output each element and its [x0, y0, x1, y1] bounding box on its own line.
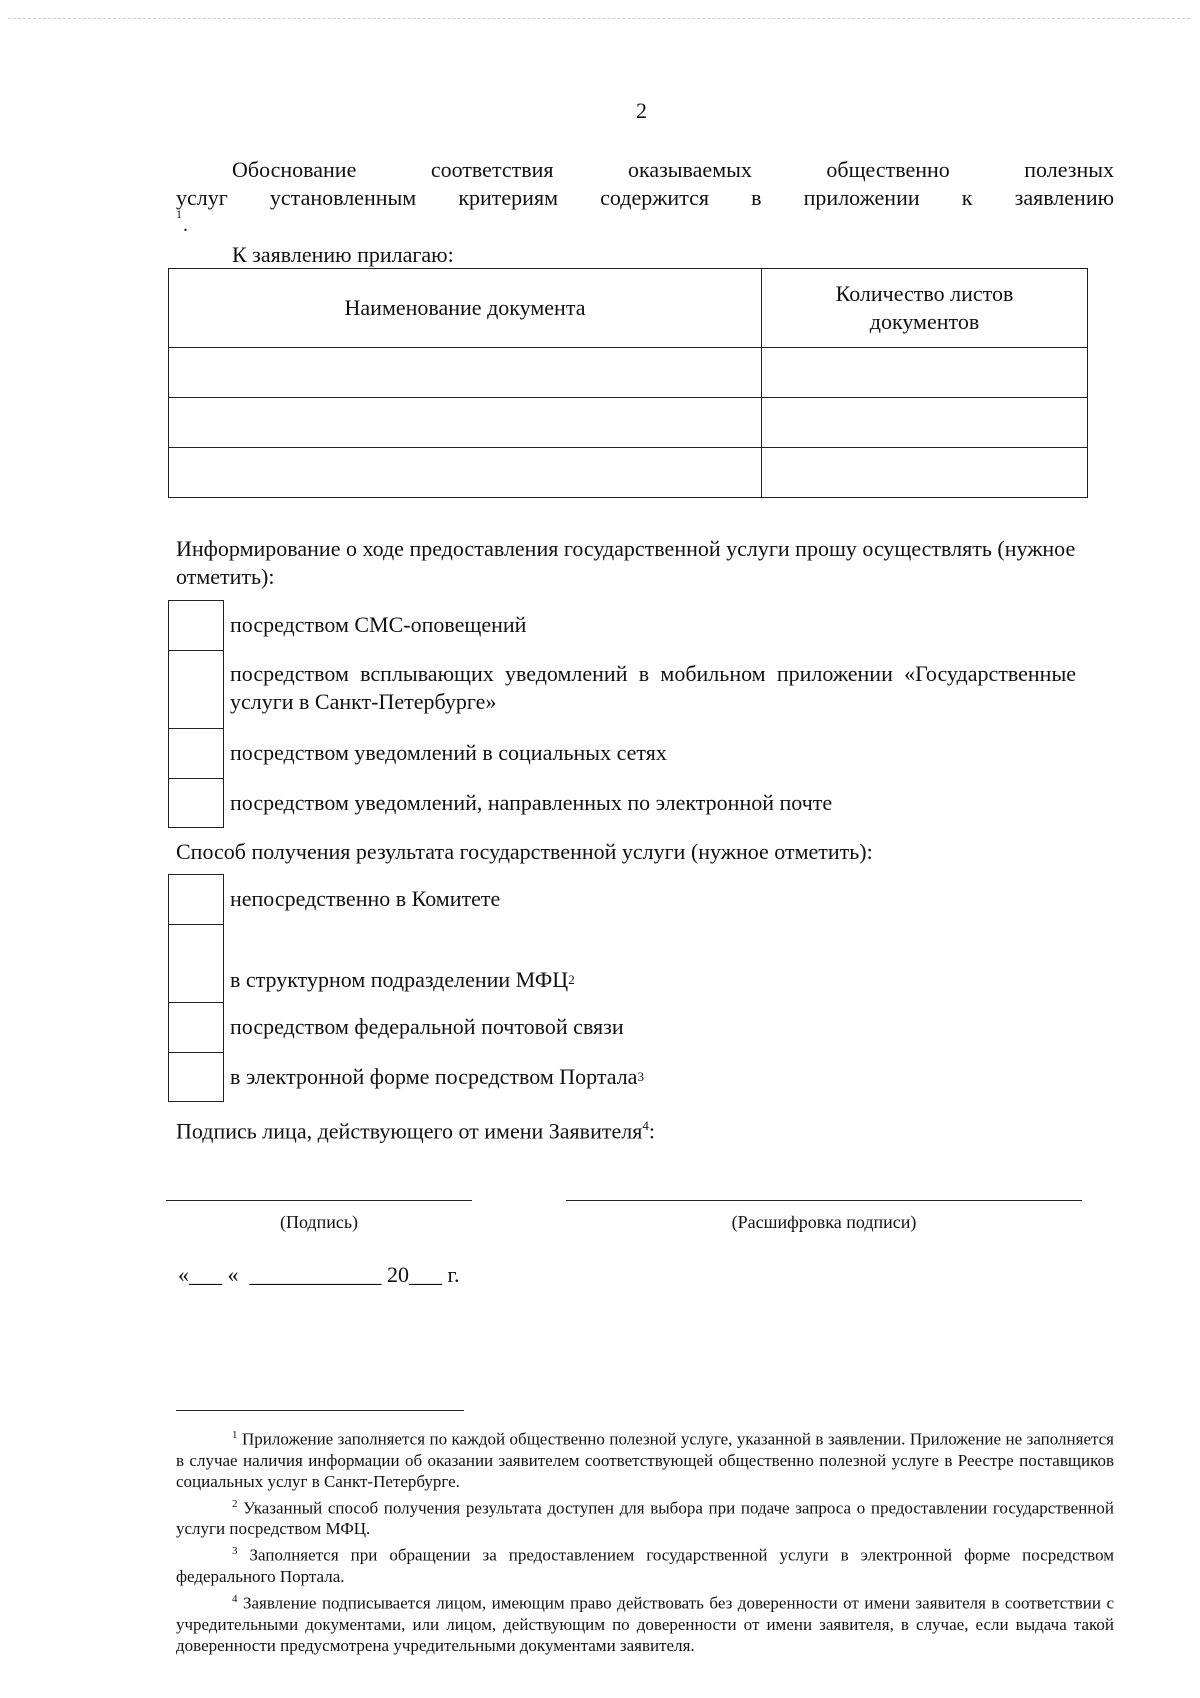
signature-caption: (Подпись) — [279, 1212, 359, 1232]
justification-word: к — [961, 185, 973, 210]
receipt-option-post — [168, 1002, 644, 1052]
informing-option-email — [168, 778, 1076, 828]
footnote-text: Указанный способ получения результата доступен для выбора при подаче запроса о предоставлении государственной услуги посредством МФЦ. — [176, 1498, 1115, 1539]
option-label: посредством уведомлений, направленных по электронной почте — [230, 790, 833, 815]
justification-word: заявлению — [1014, 185, 1115, 210]
justification-word: критериям — [458, 185, 558, 210]
option-label — [224, 1052, 644, 1102]
attachments-table — [168, 268, 1088, 498]
justification-word: Обоснование — [232, 157, 357, 182]
committee-checkbox[interactable] — [168, 874, 224, 924]
attachments-title: К заявлению прилагаю: — [232, 242, 454, 267]
portal-checkbox[interactable] — [168, 1052, 224, 1102]
footnote-2 — [176, 1494, 1114, 1540]
footnote-separator — [176, 1410, 464, 1411]
signature-line[interactable] — [166, 1200, 472, 1201]
document-name-cell[interactable] — [169, 448, 762, 498]
justification-word: в — [751, 185, 762, 210]
signature-label — [176, 1112, 1114, 1145]
justification-word: полезных — [1024, 157, 1115, 182]
signature-label-end: : — [648, 1118, 655, 1144]
sentence-end: . — [183, 214, 188, 236]
option-text: посредством федеральной почтовой связи — [230, 1014, 624, 1039]
post-checkbox[interactable] — [168, 1002, 224, 1052]
footnote-number: 3 — [232, 1545, 238, 1558]
footnote-text: Приложение заполняется по каждой общественно полезной услуге, указанной в заявлении. Приложение не заполняется в случае наличия информации об оказании заявителем соответствующей общественно полезной услуге в Реестре поставщиков социальных услуг в Санкт-Петербурге. — [176, 1429, 1114, 1491]
document-name-cell[interactable] — [169, 348, 762, 398]
table-header-row — [169, 269, 1088, 348]
footnote-ref-2: 2 — [568, 972, 575, 987]
option-label — [224, 874, 500, 924]
sheet-count-cell[interactable] — [762, 448, 1088, 498]
justification-word: содержится — [600, 185, 709, 210]
footnote-number: 4 — [232, 1592, 238, 1605]
email-checkbox[interactable] — [168, 778, 224, 828]
informing-intro: Информирование о ходе предоставления государственной услуги прошу осуществлять (нужное отметить): — [176, 536, 1076, 589]
footnote-number: 2 — [232, 1497, 238, 1510]
page-number: 2 — [636, 98, 647, 123]
justification-word: приложении — [803, 185, 920, 210]
footnote-3 — [176, 1541, 1114, 1587]
mfc-checkbox[interactable] — [168, 924, 224, 1002]
scan-artifact-line — [8, 18, 1190, 19]
option-label: посредством СМС-оповещений — [230, 612, 527, 637]
footnote-1 — [176, 1425, 1114, 1492]
option-text: в электронной форме посредством Портала — [230, 1064, 638, 1089]
document-name-cell[interactable] — [169, 398, 762, 448]
receipt-option-portal — [168, 1052, 644, 1102]
signature-label-text: Подпись лица, действующего от имени Заявителя — [176, 1118, 643, 1144]
push-checkbox[interactable] — [168, 650, 224, 728]
justification-word: оказываемых — [627, 157, 752, 182]
signature-decode-caption: (Расшифровка подписи) — [731, 1212, 917, 1232]
footnote-text: Заполняется при обращении за предоставлением государственной услуги в электронной форме посредством федерального Портала. — [176, 1545, 1115, 1586]
sms-checkbox[interactable] — [168, 600, 224, 650]
receipt-option-committee — [168, 874, 644, 924]
justification-line-1 — [176, 156, 1114, 184]
footnote-number: 1 — [232, 1429, 238, 1441]
table-row — [169, 448, 1088, 498]
header-document-name: Наименование документа — [169, 269, 762, 348]
option-label: посредством уведомлений в социальных сетях — [230, 740, 667, 765]
receipt-options — [168, 874, 644, 1102]
justification-word: общественно — [826, 157, 950, 182]
sheet-count-cell[interactable] — [762, 348, 1088, 398]
table-row — [169, 348, 1088, 398]
receipt-intro: Способ получения результата государственной услуги (нужное отметить): — [176, 839, 873, 864]
header-sheet-count: Количество листов документов — [762, 269, 1088, 348]
footnote-text: Заявление подписывается лицом, имеющим право действовать без доверенности от имени заявителя в соответствии с учредительными документами, или лицом, действующим по доверенности от имени заявителя, в случае, если выдача такой доверенности предусмотрена учредительными документами заявителя. — [176, 1593, 1115, 1655]
receipt-option-mfc — [168, 924, 644, 1002]
informing-option-social — [168, 728, 1076, 778]
informing-options — [168, 600, 1076, 828]
justification-word: соответствия — [430, 157, 554, 182]
option-label — [224, 1002, 624, 1052]
informing-option-push — [168, 650, 1076, 728]
date-line[interactable]: «___ « ____________ 20___ г. — [178, 1262, 460, 1287]
sheet-count-cell[interactable] — [762, 398, 1088, 448]
justification-word: услуг — [176, 185, 228, 210]
justification-word: установленным — [269, 185, 417, 210]
informing-option-sms — [168, 600, 1076, 650]
option-text: в структурном подразделении МФЦ — [230, 967, 569, 992]
table-row — [169, 398, 1088, 448]
social-checkbox[interactable] — [168, 728, 224, 778]
footnote-ref-3: 3 — [637, 1069, 644, 1084]
signature-decode-line[interactable] — [566, 1200, 1082, 1201]
footnote-4 — [176, 1589, 1114, 1656]
option-text: непосредственно в Комитете — [230, 886, 501, 911]
justification-line-2 — [176, 184, 1114, 212]
option-label: посредством всплывающих уведомлений в мобильном приложении «Государственные услуги в Санкт-Петербурге» — [230, 661, 1076, 714]
footnote-ref-4: 4 — [642, 1118, 649, 1133]
footnote-ref-1: 1 — [176, 207, 182, 221]
footnotes — [176, 1425, 1114, 1658]
option-label — [224, 924, 575, 1002]
